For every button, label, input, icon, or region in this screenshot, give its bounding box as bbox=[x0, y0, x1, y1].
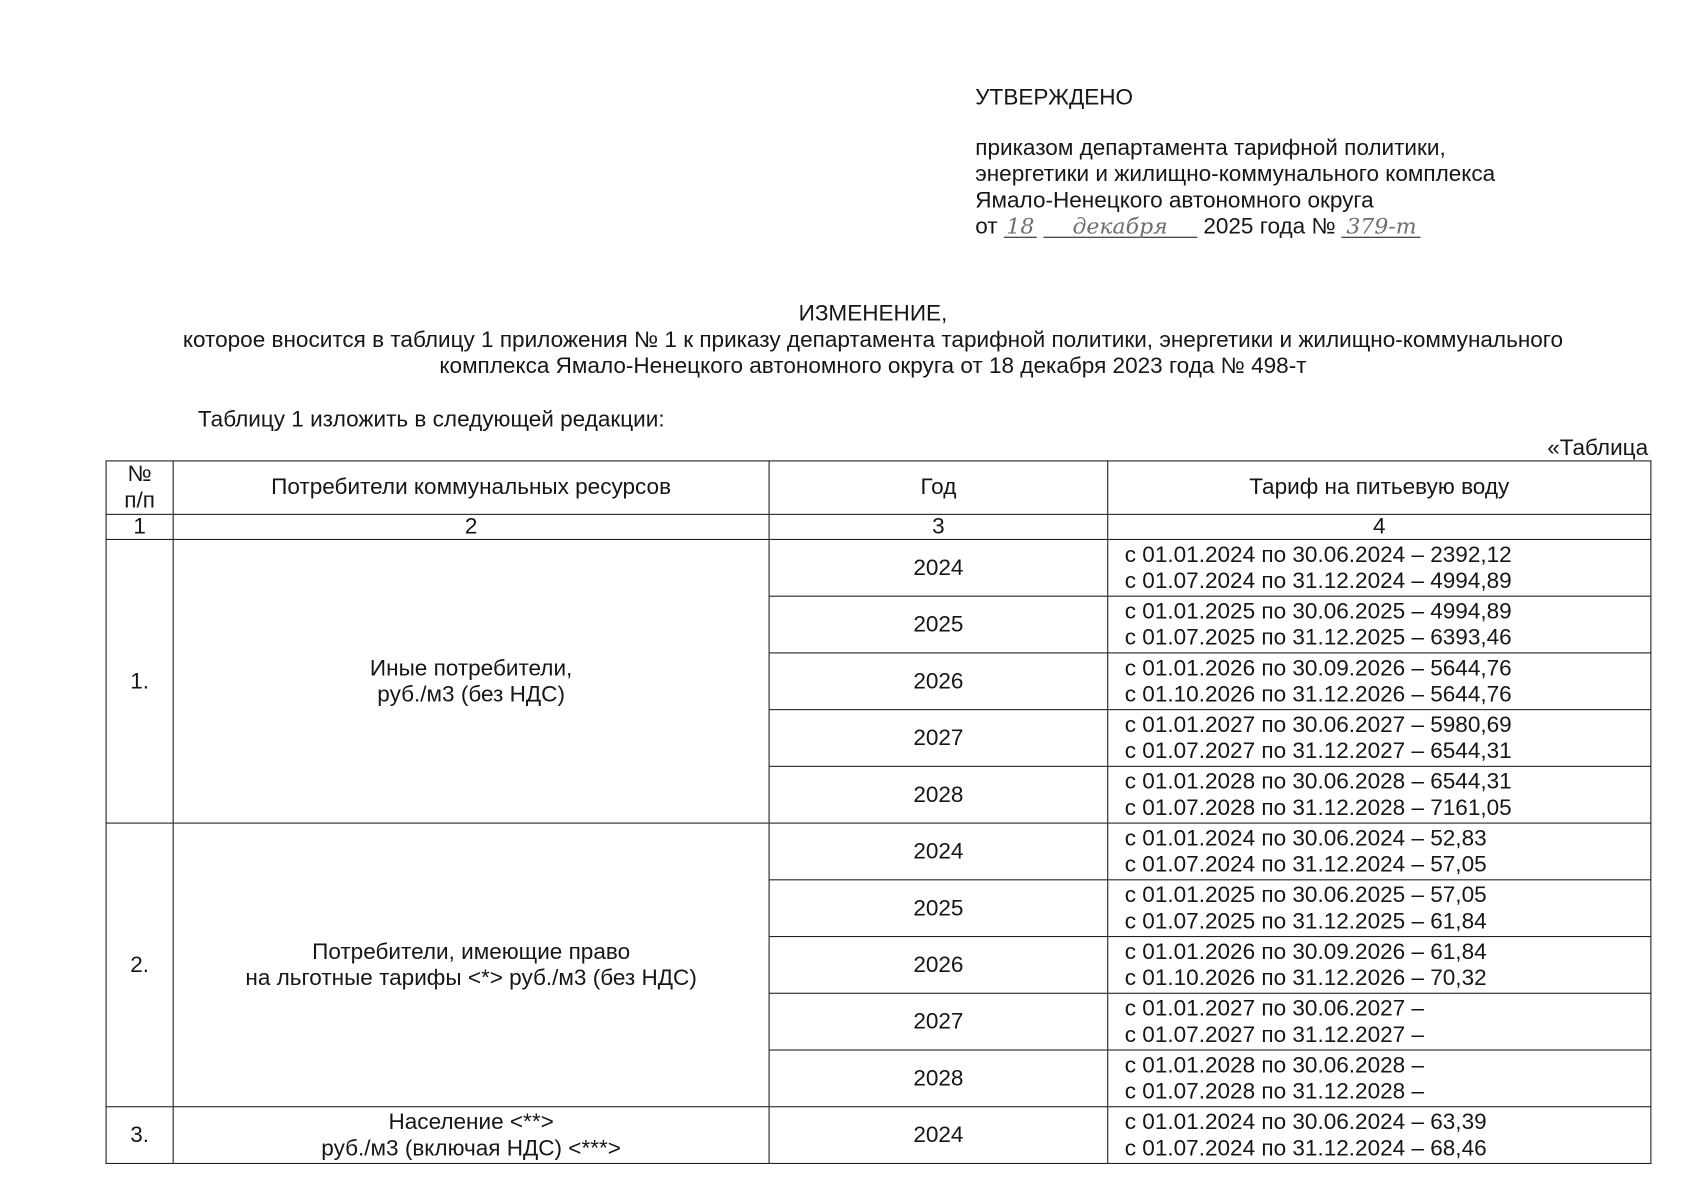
tariff-period-text: с 01.07.2024 по 31.12.2024 – 57,05 bbox=[1124, 851, 1487, 877]
column-number: 1 bbox=[106, 514, 173, 539]
tariff-period-text: с 01.10.2026 по 31.12.2026 – 70,32 bbox=[1124, 964, 1487, 991]
tariff-period-text: с 01.01.2027 по 30.06.2027 – bbox=[1124, 995, 1424, 1021]
consumer-text: руб./м3 (включая НДС) <***> bbox=[321, 1135, 621, 1161]
tariff-period-text: с 01.01.2027 по 30.06.2027 – 5980,69 bbox=[1124, 711, 1512, 737]
header-tariff: Тариф на питьевую воду bbox=[1108, 461, 1651, 514]
tariff-period-text: с 01.01.2025 по 30.06.2025 – 57,05 bbox=[1124, 882, 1487, 908]
tariff-cell bbox=[1108, 653, 1651, 710]
approved-label: УТВЕРЖДЕНО bbox=[975, 85, 1134, 111]
header-number bbox=[106, 461, 173, 514]
tariff-period-text: с 01.10.2026 по 31.12.2026 – 5644,76 bbox=[1124, 681, 1512, 707]
table-caption: «Таблица bbox=[1547, 435, 1649, 461]
row-number: 2. bbox=[106, 823, 173, 1107]
year-cell: 2024 bbox=[769, 823, 1108, 880]
tariff-table bbox=[106, 460, 1652, 1164]
header-consumers: Потребители коммунальных ресурсов bbox=[173, 461, 769, 514]
table-body bbox=[106, 539, 1651, 1163]
consumer-text: на льготные тарифы <*> руб./м3 (без НДС) bbox=[245, 964, 697, 991]
tariff-period-text: с 01.01.2028 по 30.06.2028 – 6544,31 bbox=[1124, 768, 1512, 794]
tariff-period-text: с 01.07.2025 по 31.12.2025 – 6393,46 bbox=[1124, 624, 1512, 650]
year-cell: 2024 bbox=[769, 539, 1108, 596]
tariff-cell bbox=[1108, 1050, 1651, 1107]
handwritten-month: декабря bbox=[1043, 215, 1197, 238]
tariff-cell bbox=[1108, 766, 1651, 823]
table-column-number-row bbox=[106, 514, 1651, 539]
tariff-cell bbox=[1108, 1107, 1651, 1164]
row-number: 1. bbox=[106, 539, 173, 823]
consumer-cell bbox=[173, 539, 769, 823]
handwritten-order-number: 379-т bbox=[1342, 215, 1421, 238]
intro-text: Таблицу 1 изложить в следующей редакции: bbox=[197, 406, 665, 433]
tariff-cell bbox=[1108, 823, 1651, 880]
table-row bbox=[106, 1107, 1651, 1164]
column-number: 3 bbox=[769, 514, 1108, 539]
approval-line-3: Ямало-Ненецкого автономного округа bbox=[975, 187, 1374, 213]
tariff-cell bbox=[1108, 993, 1651, 1050]
heading-line-2: комплекса Ямало-Ненецкого автономного округа от 18 декабря 2023 года № 498-т bbox=[439, 353, 1307, 379]
handwritten-day: 18 bbox=[1004, 215, 1037, 238]
tariff-cell bbox=[1108, 937, 1651, 994]
consumer-text: руб./м3 (без НДС) bbox=[377, 681, 565, 707]
consumer-text: Потребители, имеющие право bbox=[312, 938, 631, 964]
tariff-period-text: с 01.01.2026 по 30.09.2026 – 61,84 bbox=[1124, 938, 1487, 964]
tariff-period-text: с 01.07.2024 по 31.12.2024 – 68,46 bbox=[1124, 1135, 1487, 1161]
document-heading bbox=[0, 301, 1702, 380]
header-number-text: № п/п bbox=[124, 461, 155, 513]
year-cell: 2028 bbox=[769, 766, 1108, 823]
tariff-period-text: с 01.01.2028 по 30.06.2028 – bbox=[1124, 1052, 1424, 1078]
heading-line-1: которое вносится в таблицу 1 приложения № 1 к приказу департамента тарифной политики, энергетики и жилищно-коммунального bbox=[182, 327, 1564, 353]
table-header-row bbox=[106, 461, 1651, 514]
year-text: 2025 года № bbox=[1203, 213, 1336, 239]
tariff-period-text: с 01.07.2025 по 31.12.2025 – 61,84 bbox=[1124, 908, 1487, 934]
tariff-period-text: с 01.01.2024 по 30.06.2024 – 2392,12 bbox=[1124, 541, 1512, 567]
year-cell: 2024 bbox=[769, 1107, 1108, 1164]
tariff-period-text: с 01.07.2028 по 31.12.2028 – 7161,05 bbox=[1124, 794, 1512, 820]
tariff-cell bbox=[1108, 880, 1651, 937]
heading-title: ИЗМЕНЕНИЕ, bbox=[798, 301, 948, 327]
year-cell: 2025 bbox=[769, 596, 1108, 653]
year-cell: 2027 bbox=[769, 993, 1108, 1050]
consumer-text: Иные потребители, bbox=[369, 655, 573, 681]
tariff-cell bbox=[1108, 596, 1651, 653]
tariff-period-text: с 01.01.2026 по 30.09.2026 – 5644,76 bbox=[1124, 655, 1512, 681]
consumer-cell bbox=[173, 1107, 769, 1164]
tariff-cell bbox=[1108, 539, 1651, 596]
year-cell: 2028 bbox=[769, 1050, 1108, 1107]
tariff-period-text: с 01.07.2027 по 31.12.2027 – bbox=[1124, 1021, 1424, 1047]
approval-line-2: энергетики и жилищно-коммунального комплекса bbox=[975, 161, 1496, 187]
consumer-text: Население <**> bbox=[388, 1108, 554, 1135]
tariff-period-text: с 01.07.2028 по 31.12.2028 – bbox=[1124, 1078, 1424, 1104]
tariff-period-text: с 01.01.2025 по 30.06.2025 – 4994,89 bbox=[1124, 598, 1512, 624]
year-cell: 2027 bbox=[769, 710, 1108, 767]
approval-line-1: приказом департамента тарифной политики, bbox=[975, 135, 1446, 161]
approval-date-line bbox=[975, 214, 1495, 240]
date-prefix: от bbox=[975, 213, 998, 239]
year-cell: 2026 bbox=[769, 653, 1108, 710]
table-row bbox=[106, 823, 1651, 880]
year-cell: 2026 bbox=[769, 937, 1108, 994]
tariff-period-text: с 01.07.2027 по 31.12.2027 – 6544,31 bbox=[1124, 738, 1512, 764]
tariff-period-text: с 01.07.2024 по 31.12.2024 – 4994,89 bbox=[1124, 567, 1512, 593]
row-number: 3. bbox=[106, 1107, 173, 1164]
consumer-cell bbox=[173, 823, 769, 1107]
column-number: 2 bbox=[173, 514, 769, 539]
tariff-period-text: с 01.01.2024 по 30.06.2024 – 52,83 bbox=[1124, 825, 1487, 851]
tariff-period-text: с 01.01.2024 по 30.06.2024 – 63,39 bbox=[1124, 1108, 1487, 1135]
year-cell: 2025 bbox=[769, 880, 1108, 937]
approval-block bbox=[975, 85, 1495, 240]
column-number: 4 bbox=[1108, 514, 1651, 539]
header-year: Год bbox=[769, 461, 1108, 514]
table-row bbox=[106, 539, 1651, 596]
tariff-cell bbox=[1108, 710, 1651, 767]
